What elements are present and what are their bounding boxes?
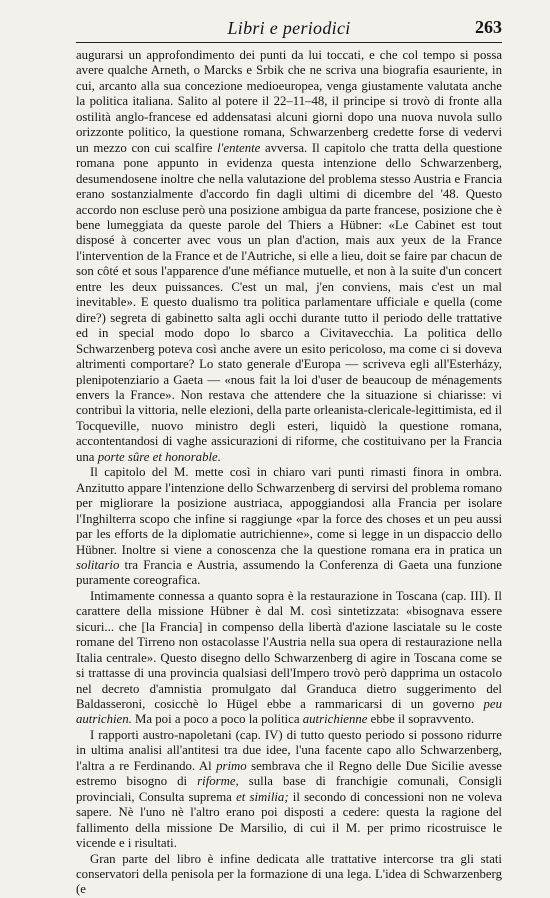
text-run: sembrava che il Regno delle Due Sicilie avesse estremo bisogno di [76,758,502,789]
text-run: ebbe il sopravvento. [367,712,475,727]
page-number: 263 [475,17,502,37]
italic-phrase: porte sûre et honorable. [97,449,221,464]
italic-phrase: riforme, [197,774,239,789]
paragraph [76,465,502,589]
paragraph [76,589,502,728]
italic-phrase: solitario [76,557,120,572]
italic-phrase: peu autrichien. [76,697,502,727]
italic-phrase: autrichienne [302,712,368,727]
text-run: il secondo di concessioni non ne voleva sapere. Nè l'uno nè l'altro erano poi disposti a cedere: questa la ragione del fallimento della missione De Marsilio, di cui il M. per primo ricostruisce le vicende e i risultati. [76,789,502,851]
page-header [76,16,502,43]
text-run: sulla base di franchigie comunali, Consigli provinciali, Consulta suprema [76,774,502,804]
italic-phrase: primo [216,758,247,773]
paragraph [76,48,502,465]
text-run: Ma poi a poco a poco la politica [131,712,303,727]
paragraph [76,852,502,898]
text-run: Intimamente connessa a quanto sopra è la restaurazione in Toscana (cap. III). Il carattere della missione Hübner è dal M. così sintetizzata: «bisognava essere sicuri... che [la Francia] in compenso della libertà d'azione lasciatale su le coste romane del Tirreno non ostacolasse l'Austria nella sua opera di restaurazione nella Italia centrale». Questo disegno dello Schwarzenberg di agire in Toscana come se si trattasse di una provincia qualsiasi dell'Impero trovò però dapprima un ostacolo nel decreto d'amnistia promulgato dal Granduca dietro suggerimento del Baldasseroni, cosicchè lo Hügel ebbe a rammaricarsi di un governo [76,588,502,712]
text-run: I rapporti austro-napoletani (cap. IV) di tutto questo periodo si possono ridurre in ultima analisi all'antitesi tra due idee, l'una facente capo allo Schwarzenberg, l'altra a re Ferdinando. Al [76,727,502,773]
paragraph [76,728,502,852]
running-title: Libri e periodici [227,18,351,38]
text-run: avversa. Il capitolo che tratta della questione romana pone appunto in evidenza questa intenzione dello Schwarzenberg, desumendosene inoltre che nella valutazione del problema stesso Austria e Francia erano sostanzialmente d'accordo fin dagli ultimi di dicembre del '48. Questo accordo non escluse però una posizione ambigua da parte francese, posizione che è bene lumeggiata da queste parole del Thiers a Hübner: «Le Cabinet est tout disposé à concerter avec vous un plan d'action, mais aux yeux de la France l'intervention de la France et de l'Autriche, si elle a lieu, doit se faire par chacun de son côté et sous l'apparence d'une méfiance mutuelle, et non à la suite d'un concert entre les deux puissances. C'est un mal, j'en conviens, mais c'est un mal inevitable». E questo dualismo tra politica parlamentare ufficiale e quella (come dire?) segreta di gabinetto salta agli occhi durante tutto il periodo delle trattative ed in special modo dopo lo sbarco a Civitavecchia. La politica dello Schwarzenberg poteva così anche avere un esito pericoloso, ma come ci si doveva altrimenti comportare? Lo stato generale d'Europa — scriveva egli all'Esterházy, plenipotenziario a Gaeta — «nous fait la loi d'user de beaucoup de ménagements envers la France». Non restava che attendere che la situazione si chiarisse: vi contribuì la vittoria, nelle elezioni, della parte orleanista-clericale-legittimista, ed il Tocqueville, nuovo ministro degli esteri, liquidò la questione romana, accontentandosi di vaghe assicurazioni di riforme, che costituivano per la Francia una [76,140,503,464]
article-body [76,48,503,897]
text-run: Il capitolo del M. mette così in chiaro vari punti rimasti finora in ombra. Anzitutto appare l'intenzione dello Schwarzenberg di servirsi del problema romano per migliorare la posizione austriaca, appoggiandosi alla Francia per isolare l'Inghilterra scopo che infine si raggiunge «par la force des choses et un peu aussi par les efforts de la diplomatie autrichienne», come si legge in un dispaccio dello Hübner. Inoltre si viene a conoscenza che la questione romana era in pratica un [76,465,502,557]
text-run: augurarsi un approfondimento dei punti da lui toccati, e che col tempo si possa avere qualche Arneth, o Marcks e Srbik che ne scriva una biografia esauriente, in cui, arcanto alla sua concezione medioeuropea, venga giustamente valutata anche la politica italiana. Salito al potere il 22–11–48, il principe si trovò di fronte alla ostilità anglo-francese ed addensatasi alcuni giorni dopo una nuova nuvola sullo orizzonte politico, la questione romana, Schwarzenberg credette forse di vedervi un mezzo con cui scalfire [76,48,502,155]
italic-phrase: l'entente [217,140,261,155]
text-run: Gran parte del libro è infine dedicata alle trattative intercorse tra gli stati conservatori della penisola per la formazione di una lega. L'idea di Schwarzenberg (e [76,851,502,897]
italic-phrase: et similia; [236,789,289,804]
text-run: tra Francia e Austria, assumendo la Conferenza di Gaeta una funzione puramente coreografica. [76,557,502,588]
